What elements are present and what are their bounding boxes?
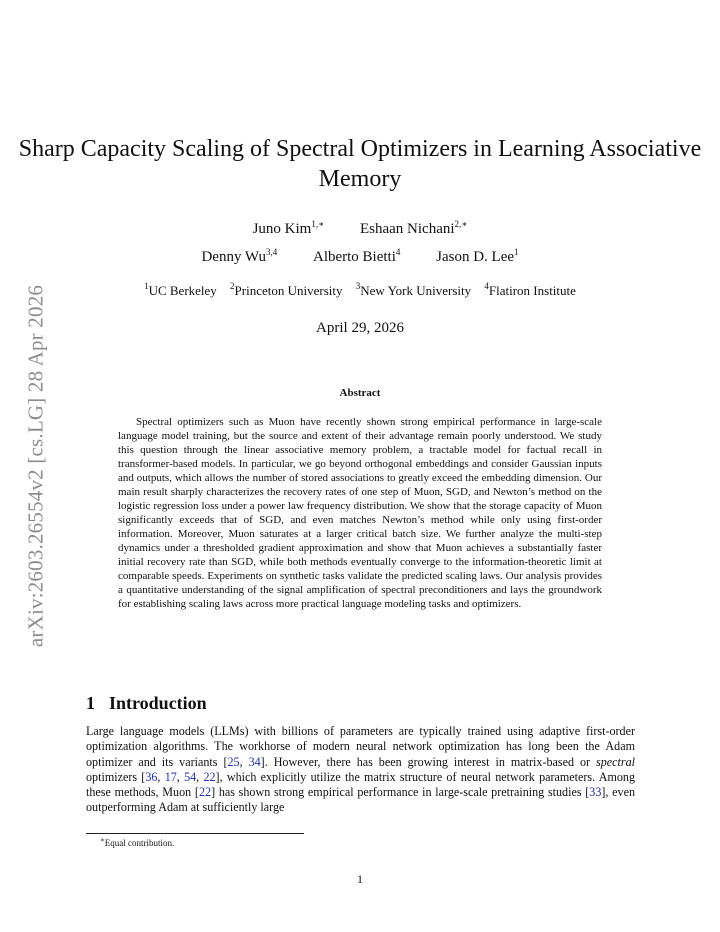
introduction-paragraph: Large language models (LLMs) with billions of parameters are typically trained using adaptive first-order optimization algorithms. The workhorse of modern neural network optimization has long been the Adam optimizer and its variants [25, 34]. However, there has been growing interest in matrix-based or spectral optimizers [36, 17, 54, 22], which explicitly utilize the matrix structure of neural network parameters. Among these methods, Muon [22] has shown strong empirical performance in large-scale pretraining studies [33], even outperforming Adam at sufficiently large <box>86 724 636 815</box>
citation-link[interactable]: 34 <box>248 754 261 769</box>
footnote: ∗Equal contribution. <box>100 836 175 848</box>
paper-title: Sharp Capacity Scaling of Spectral Optimizers in Learning Associative Memory <box>18 136 702 192</box>
abstract-heading: Abstract <box>339 387 381 399</box>
author: Denny Wu$^{3,4}$ <box>201 247 278 265</box>
author: Jason D. Lee$^1$ <box>436 247 519 265</box>
citation-link[interactable]: 25 <box>227 754 240 769</box>
affiliations <box>0 283 720 299</box>
affiliation: $^1$UC Berkeley <box>144 281 217 298</box>
arxiv-identifier-stamp: arXiv:2603.26554v2 [cs.LG] 28 Apr 2026 <box>23 284 48 648</box>
affiliation: $^4$Flatiron Institute <box>484 281 576 298</box>
section-heading <box>86 693 207 714</box>
author: Alberto Bietti$^4$ <box>312 247 401 265</box>
paper-date: April 29, 2026 <box>316 320 404 336</box>
author: Eshaan Nichani$^{2,∗}$ <box>359 219 468 237</box>
page-number: 1 <box>357 872 363 886</box>
author-row-2 <box>0 249 720 266</box>
author-row-1 <box>0 221 720 238</box>
footnote-divider <box>86 833 304 834</box>
section-number: 1 <box>86 693 95 713</box>
section-title: Introduction <box>109 693 207 713</box>
citation-link[interactable]: 22 <box>203 769 216 784</box>
emphasis-text: spectral <box>596 754 635 769</box>
author: Juno Kim$^{1,∗}$ <box>252 219 325 237</box>
citation-link[interactable]: 22 <box>198 785 212 800</box>
affiliation: $^2$Princeton University <box>230 281 343 298</box>
citation-link[interactable]: 36 <box>145 769 158 784</box>
affiliation: $^3$New York University <box>355 281 472 298</box>
citation-link[interactable]: 17 <box>164 769 177 784</box>
citation-link[interactable]: 54 <box>184 769 197 784</box>
abstract-text: Spectral optimizers such as Muon have recently shown strong empirical performance in large-scale language model training, but the source and extent of their advantage remain poorly understood. We study this question through the linear associative memory problem, a tractable model for factual recall in transformer-based models. In particular, we go beyond orthogonal embeddings and consider Gaussian inputs and outputs, which allows the number of stored associations to greatly exceed the embedding dimension. Our main result sharply characterizes the recovery rates of one step of Muon, SGD, and Newton’s method on the logistic regression loss under a power law frequency distribution. We show that the storage capacity of Muon significantly exceeds that of SGD, and even matches Newton’s method while only using first-order information. Moreover, Muon saturates at a larger critical batch size. We further analyze the multi-step dynamics under a thresholded gradient approximation and show that Muon achieves a substantially faster initial recovery rate than SGD, while both methods eventually converge to the information-theoretic limit at comparable speeds. Experiments on synthetic tasks validate the predicted scaling laws. Our analysis provides a quantitative understanding of the signal amplification of spectral preconditioners and lays the groundwork for establishing scaling laws across more practical language modeling tasks and optimizers. <box>118 416 602 610</box>
citation-link[interactable]: 33 <box>589 785 602 800</box>
